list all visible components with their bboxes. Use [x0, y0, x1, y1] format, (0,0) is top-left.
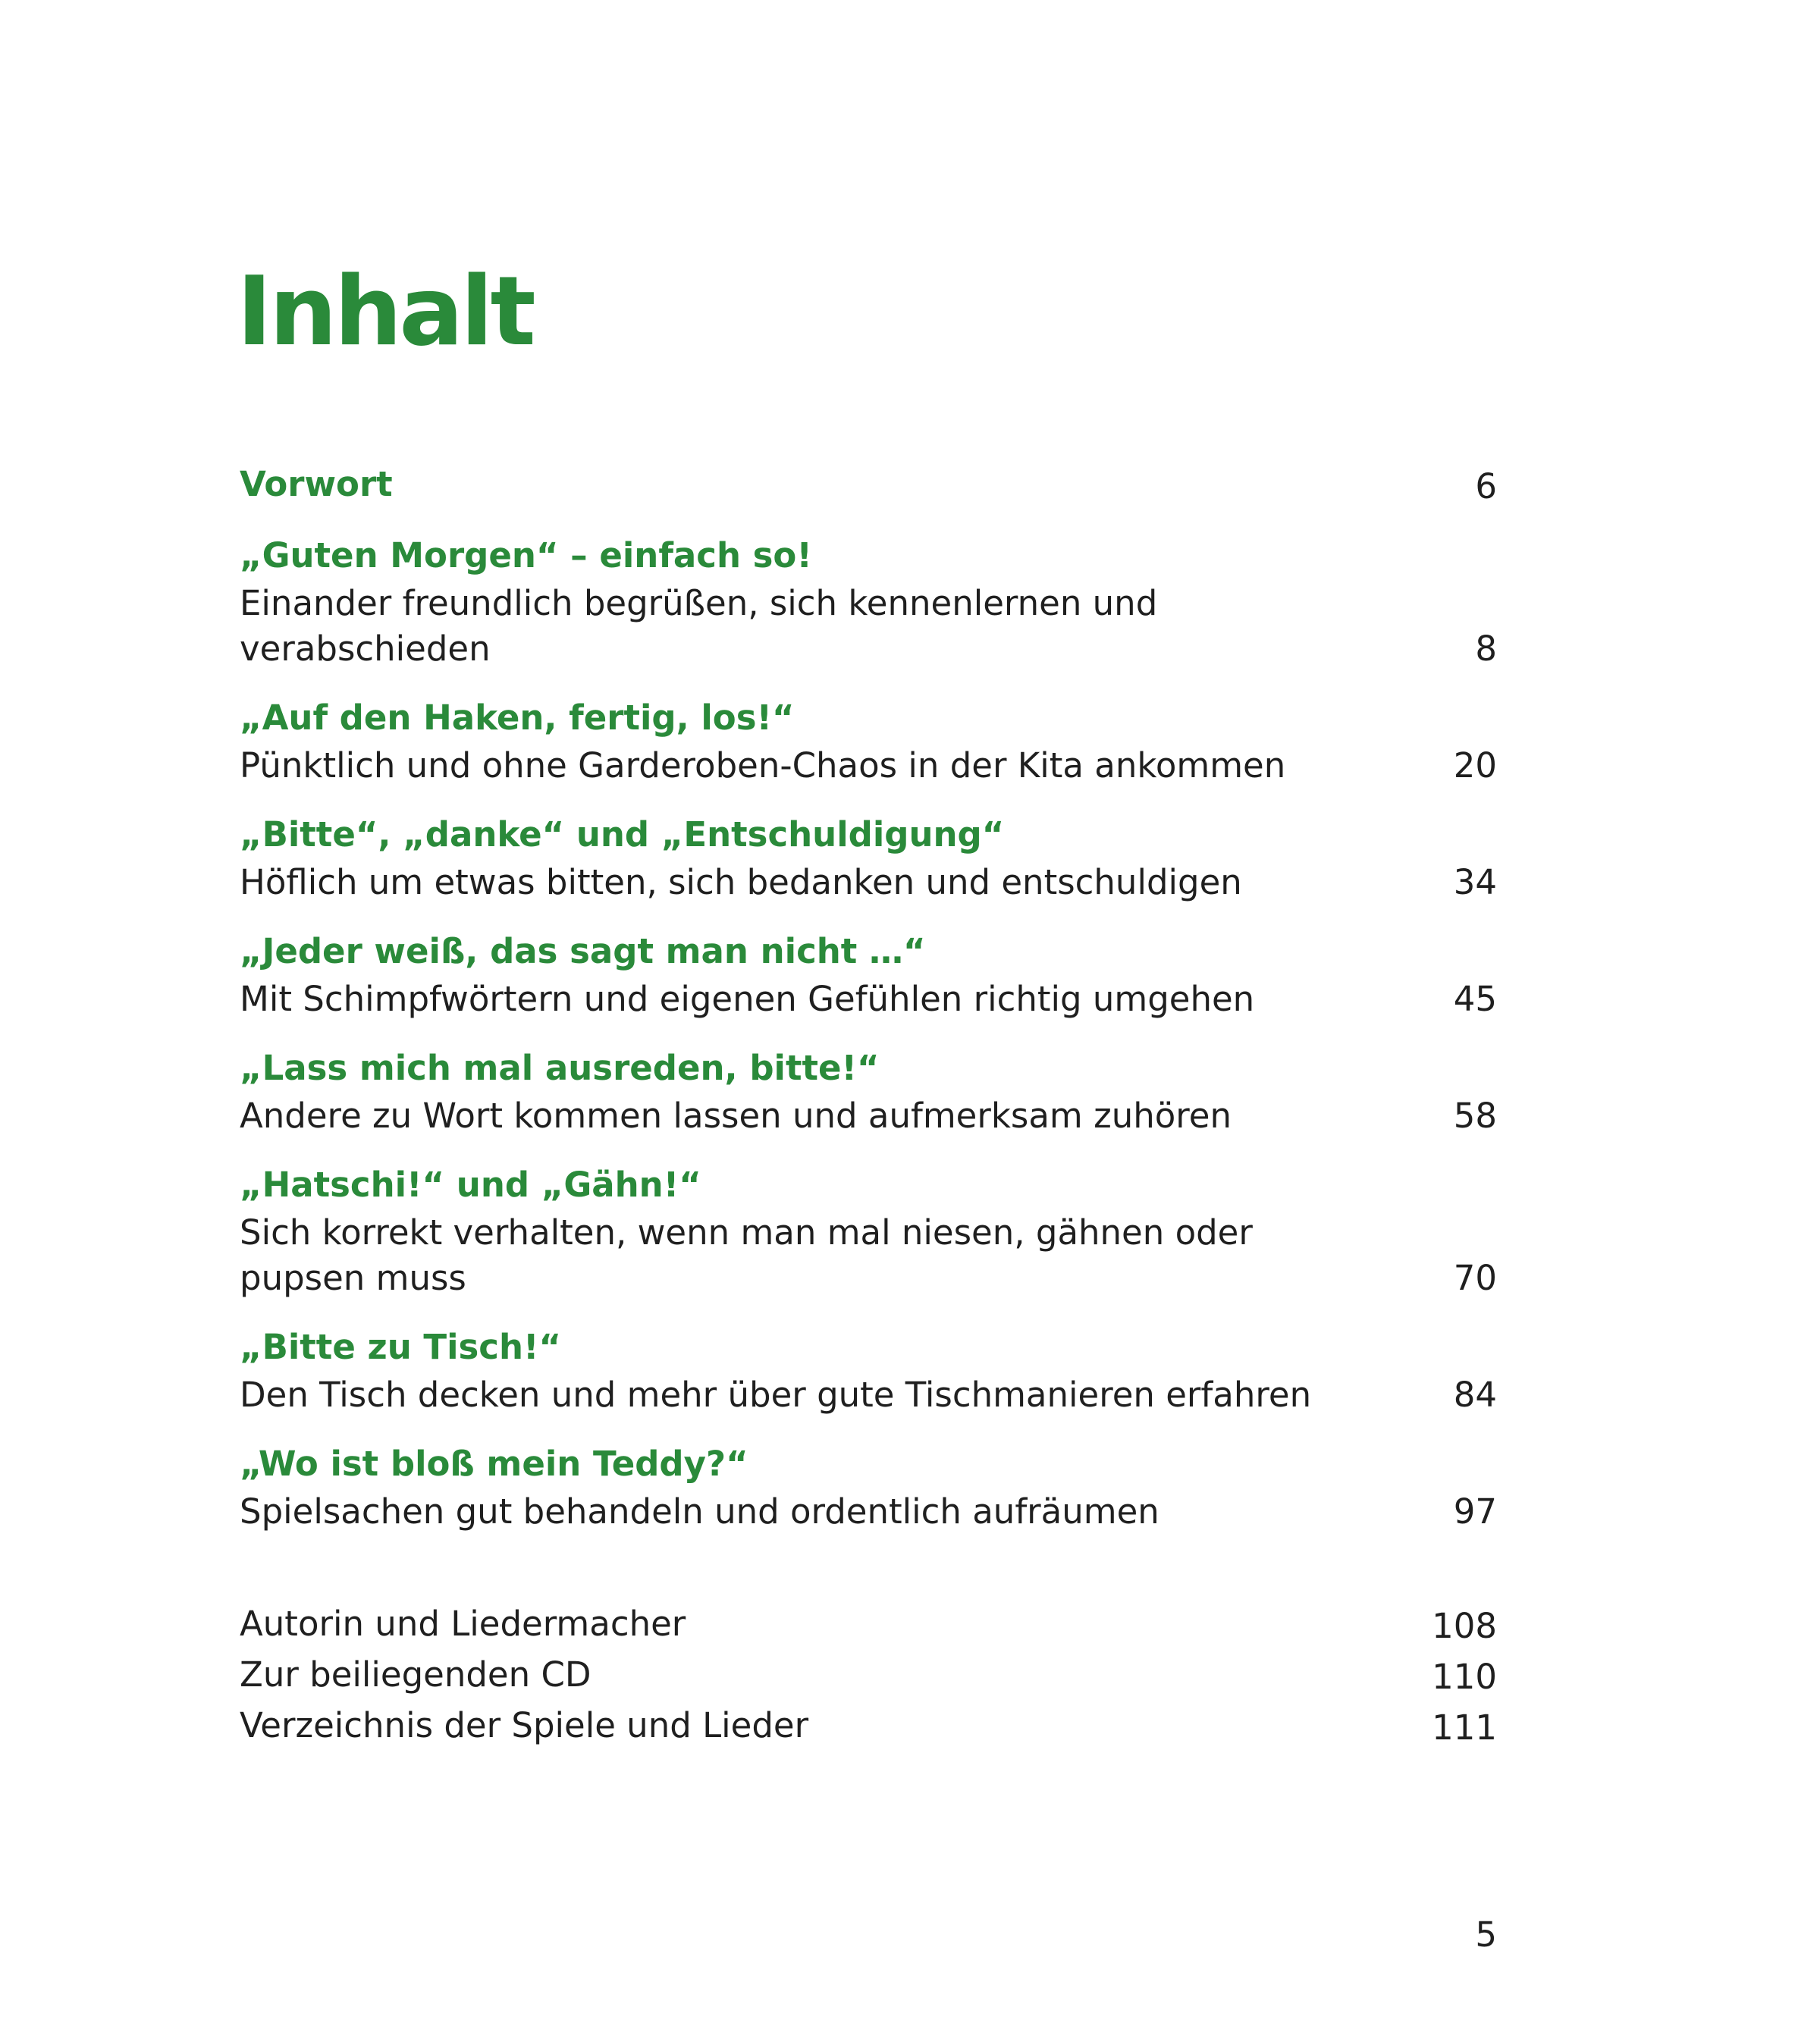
toc-preface-page: 6	[1475, 466, 1497, 506]
chapter-page: 34	[1453, 862, 1497, 902]
chapter-subtitle: Höflich um etwas bitten, sich bedanken und entschuldigen	[240, 862, 1242, 902]
chapter-title: „Lass mich mal ausreden, bitte!“	[240, 1048, 880, 1088]
toc-entry-preface[interactable]	[240, 459, 1497, 510]
appendix-entry[interactable]	[240, 1649, 1497, 1700]
toc-entry-chapter[interactable]	[240, 1439, 1497, 1535]
toc-entry-chapter[interactable]	[240, 531, 1497, 672]
chapter-subtitle: Mit Schimpfwörtern und eigenen Gefühlen richtig umgehen	[240, 979, 1255, 1019]
chapter-page: 70	[1453, 1258, 1497, 1298]
chapter-subtitle: Sich korrekt verhalten, wenn man mal niesen, gähnen oder pupsen muss	[240, 1212, 1253, 1298]
appendix-page: 108	[1432, 1606, 1497, 1646]
chapter-title: „Hatschi!“ und „Gähn!“	[240, 1165, 701, 1205]
chapter-title: „Jeder weiß, das sagt man nicht …“	[240, 931, 926, 971]
chapter-page: 97	[1453, 1491, 1497, 1532]
chapter-title: „Bitte zu Tisch!“	[240, 1327, 562, 1367]
appendix-page: 111	[1432, 1708, 1497, 1748]
chapter-subtitle: Spielsachen gut behandeln und ordentlich aufräumen	[240, 1491, 1159, 1532]
page-number: 5	[1475, 1915, 1497, 1955]
toc-preface-label: Vorwort	[240, 464, 393, 504]
chapter-page: 20	[1453, 745, 1497, 786]
toc-entry-chapter[interactable]	[240, 693, 1497, 789]
page-title: Inhalt	[237, 256, 533, 367]
toc-entry-chapter[interactable]	[240, 927, 1497, 1022]
appendix-list	[240, 1598, 1497, 1751]
chapter-page: 45	[1453, 979, 1497, 1019]
toc-entry-chapter[interactable]	[240, 1160, 1497, 1301]
chapter-subtitle: Den Tisch decken und mehr über gute Tischmanieren erfahren	[240, 1375, 1312, 1415]
chapter-subtitle: Einander freundlich begrüßen, sich kennenlernen und verabschieden	[240, 583, 1158, 669]
appendix-entry[interactable]	[240, 1700, 1497, 1751]
appendix-label: Zur beiliegenden CD	[240, 1654, 592, 1695]
toc-entry-chapter[interactable]	[240, 810, 1497, 905]
chapter-title: „Auf den Haken, fertig, los!“	[240, 698, 795, 738]
chapter-title: „Bitte“, „danke“ und „Entschuldigung“	[240, 814, 1005, 855]
appendix-label: Verzeichnis der Spiele und Lieder	[240, 1705, 809, 1745]
appendix-entry[interactable]	[240, 1598, 1497, 1649]
chapter-page: 58	[1453, 1096, 1497, 1136]
chapter-title: „Wo ist bloß mein Teddy?“	[240, 1444, 748, 1484]
chapter-page: 8	[1475, 629, 1497, 669]
appendix-label: Autorin und Liedermacher	[240, 1604, 686, 1644]
chapter-subtitle: Andere zu Wort kommen lassen und aufmerksam zuhören	[240, 1096, 1232, 1136]
chapter-title: „Guten Morgen“ – einfach so!	[240, 535, 812, 575]
table-of-contents	[240, 459, 1497, 1556]
toc-entry-chapter[interactable]	[240, 1043, 1497, 1139]
toc-entry-chapter[interactable]	[240, 1322, 1497, 1418]
chapter-page: 84	[1453, 1375, 1497, 1415]
chapter-subtitle: Pünktlich und ohne Garderoben-Chaos in der Kita ankommen	[240, 745, 1286, 786]
appendix-page: 110	[1432, 1657, 1497, 1697]
